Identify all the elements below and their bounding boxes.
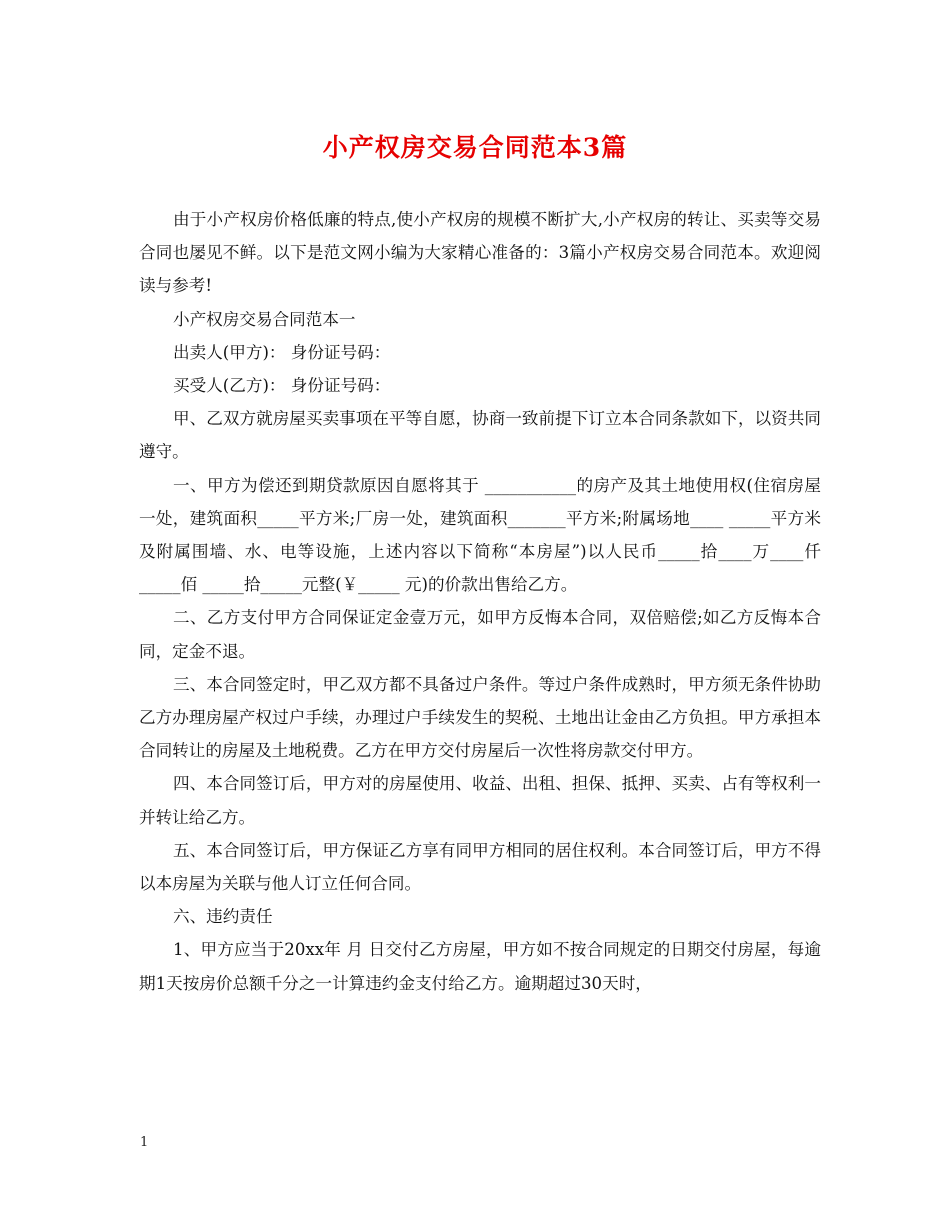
clause-three: 三、本合同签定时，甲乙双方都不具备过户条件。等过户条件成熟时，甲方须无条件协助乙方办理房屋产权过户手续，办理过户手续发生的契税、土地出让金由乙方负担。甲方承担本合同转让的房屋及土地税费。乙方在甲方交付房屋后一次性将房款交付甲方。 — [139, 674, 821, 761]
clause-six-item-one: 1、甲方应当于20xx年 月 日交付乙方房屋，甲方如不按合同规定的日期交付房屋，每逾期1天按房价总额千分之一计算违约金支付给乙方。逾期超过30天时， — [139, 940, 821, 993]
agreement-preamble: 甲、乙双方就房屋买卖事项在平等自愿，协商一致前提下订立本合同条款如下，以资共同遵守。 — [139, 409, 821, 462]
clause-two: 二、乙方支付甲方合同保证定金壹万元，如甲方反悔本合同，双倍赔偿;如乙方反悔本合同，定金不退。 — [139, 608, 821, 661]
document-body — [139, 203, 821, 1000]
clause-six-heading: 六、违约责任 — [173, 907, 273, 927]
document-title: 小产权房交易合同范本3篇 — [322, 133, 628, 162]
buyer-line: 买受人(乙方)： 身份证号码： — [173, 376, 391, 396]
clause-one: 一、甲方为偿还到期贷款原因自愿将其于 ___________的房产及其土地使用权(住宿房屋一处，建筑面积_____平方米;厂房一处，建筑面积_______平方米;附属场地____ _____平方米及附属围墙、水、电等设施，上述内容以下简称“本房屋”)以人民币_____拾____万____仟_____佰 _____拾_____元整(￥_____ 元)的价款出售给乙方。 — [139, 475, 821, 595]
intro-paragraph: 由于小产权房价格低廉的特点,使小产权房的规模不断扩大,小产权房的转让、买卖等交易合同也屡见不鲜。以下是范文网小编为大家精心准备的：3篇小产权房交易合同范本。欢迎阅读与参考! — [139, 210, 821, 296]
section-heading-contract-one: 小产权房交易合同范本一 — [173, 309, 356, 329]
clause-four: 四、本合同签订后，甲方对的房屋使用、收益、出租、担保、抵押、买卖、占有等权利一并转让给乙方。 — [139, 774, 821, 827]
clause-five: 五、本合同签订后，甲方保证乙方享有同甲方相同的居住权利。本合同签订后，甲方不得以本房屋为关联与他人订立任何合同。 — [139, 840, 821, 894]
page-number: 1 — [140, 1135, 149, 1150]
seller-line: 出卖人(甲方)： 身份证号码： — [173, 342, 391, 362]
